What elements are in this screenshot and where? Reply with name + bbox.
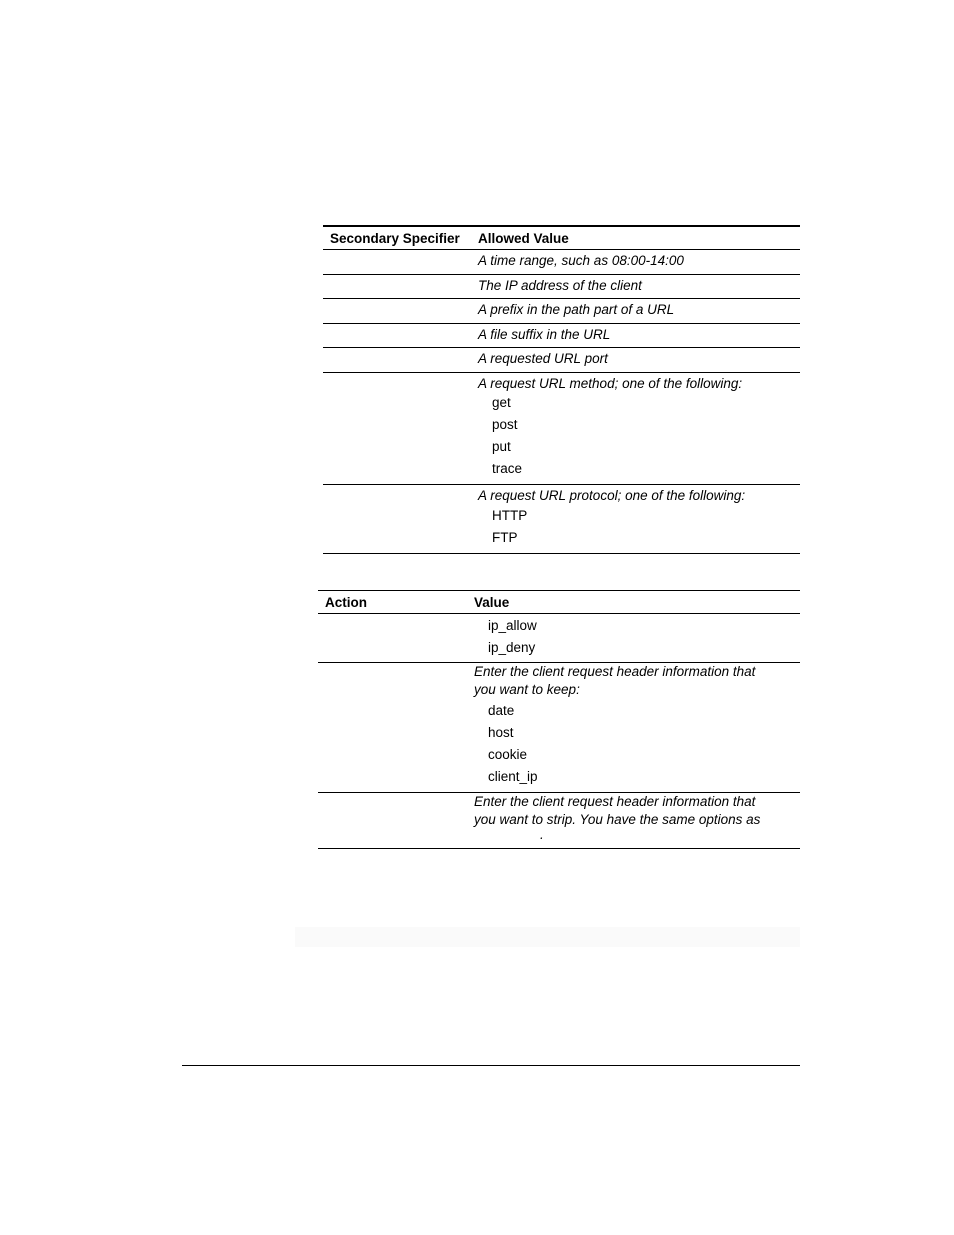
list-item: ip_allow xyxy=(488,618,537,633)
footer-divider xyxy=(182,1065,800,1066)
allowed-value-cell xyxy=(478,485,800,554)
table-row xyxy=(323,299,800,324)
protocol-option-list xyxy=(478,505,800,553)
allowed-value-cell xyxy=(478,274,800,299)
table-row xyxy=(318,614,800,663)
specifier-cell xyxy=(323,372,478,485)
table-row xyxy=(318,793,800,849)
value-description: Enter the client request header information that you want to keep: xyxy=(474,664,756,697)
specifier-cell xyxy=(323,485,478,554)
trailing-period: . xyxy=(540,827,544,842)
list-item: post xyxy=(492,417,518,432)
value-cell xyxy=(474,793,800,849)
value-cell xyxy=(474,663,800,793)
specifier-cell xyxy=(323,299,478,324)
list-item: date xyxy=(488,703,515,718)
list-item: ip_deny xyxy=(488,640,536,655)
access-option-list xyxy=(474,614,800,662)
table-row xyxy=(323,250,800,275)
list-item: host xyxy=(488,725,514,740)
value-description: Enter the client request header information that you want to strip. You have the same options as xyxy=(474,794,761,827)
action-cell xyxy=(318,793,474,849)
allowed-value-cell xyxy=(478,372,800,485)
allowed-value-cell xyxy=(478,250,800,275)
table-row xyxy=(323,485,800,554)
value-description: A file suffix in the URL xyxy=(478,326,611,342)
value-description: A prefix in the path part of a URL xyxy=(478,302,675,317)
value-description: A request URL protocol; one of the following: xyxy=(478,488,746,503)
table-row xyxy=(323,323,800,348)
column-header-secondary-specifier: Secondary Specifier xyxy=(323,226,478,250)
specifier-cell xyxy=(323,348,478,373)
list-item: HTTP xyxy=(492,507,528,523)
action-cell xyxy=(318,614,474,663)
value-cell xyxy=(474,614,800,663)
list-item: cookie xyxy=(488,747,528,762)
list-item: FTP xyxy=(492,529,518,545)
table-row xyxy=(323,372,800,485)
value-description: A request URL method; one of the following: xyxy=(478,375,743,391)
value-description: A time range, such as 08:00-14:00 xyxy=(478,253,684,268)
column-header-action: Action xyxy=(318,591,474,614)
list-item: trace xyxy=(492,461,523,476)
table-header-row xyxy=(318,591,800,614)
action-cell xyxy=(318,663,474,793)
table-row xyxy=(323,348,800,373)
list-item: client_ip xyxy=(488,769,538,784)
method-option-list xyxy=(478,392,800,484)
column-header-allowed-value: Allowed Value xyxy=(478,226,800,250)
value-description: A requested URL port xyxy=(478,351,608,366)
allowed-value-cell xyxy=(478,323,800,348)
allowed-value-cell xyxy=(478,348,800,373)
allowed-value-cell xyxy=(478,299,800,324)
specifier-cell xyxy=(323,274,478,299)
table-row xyxy=(318,663,800,793)
value-description: The IP address of the client xyxy=(478,277,642,293)
action-value-table xyxy=(318,590,800,849)
header-keep-option-list xyxy=(474,700,800,792)
table-row xyxy=(323,274,800,299)
column-header-value: Value xyxy=(474,591,800,614)
shaded-band xyxy=(295,927,800,947)
list-item: put xyxy=(492,439,511,454)
secondary-specifier-table xyxy=(323,225,800,554)
table-header-row xyxy=(323,226,800,250)
specifier-cell xyxy=(323,250,478,275)
specifier-cell xyxy=(323,323,478,348)
list-item: get xyxy=(492,395,511,410)
